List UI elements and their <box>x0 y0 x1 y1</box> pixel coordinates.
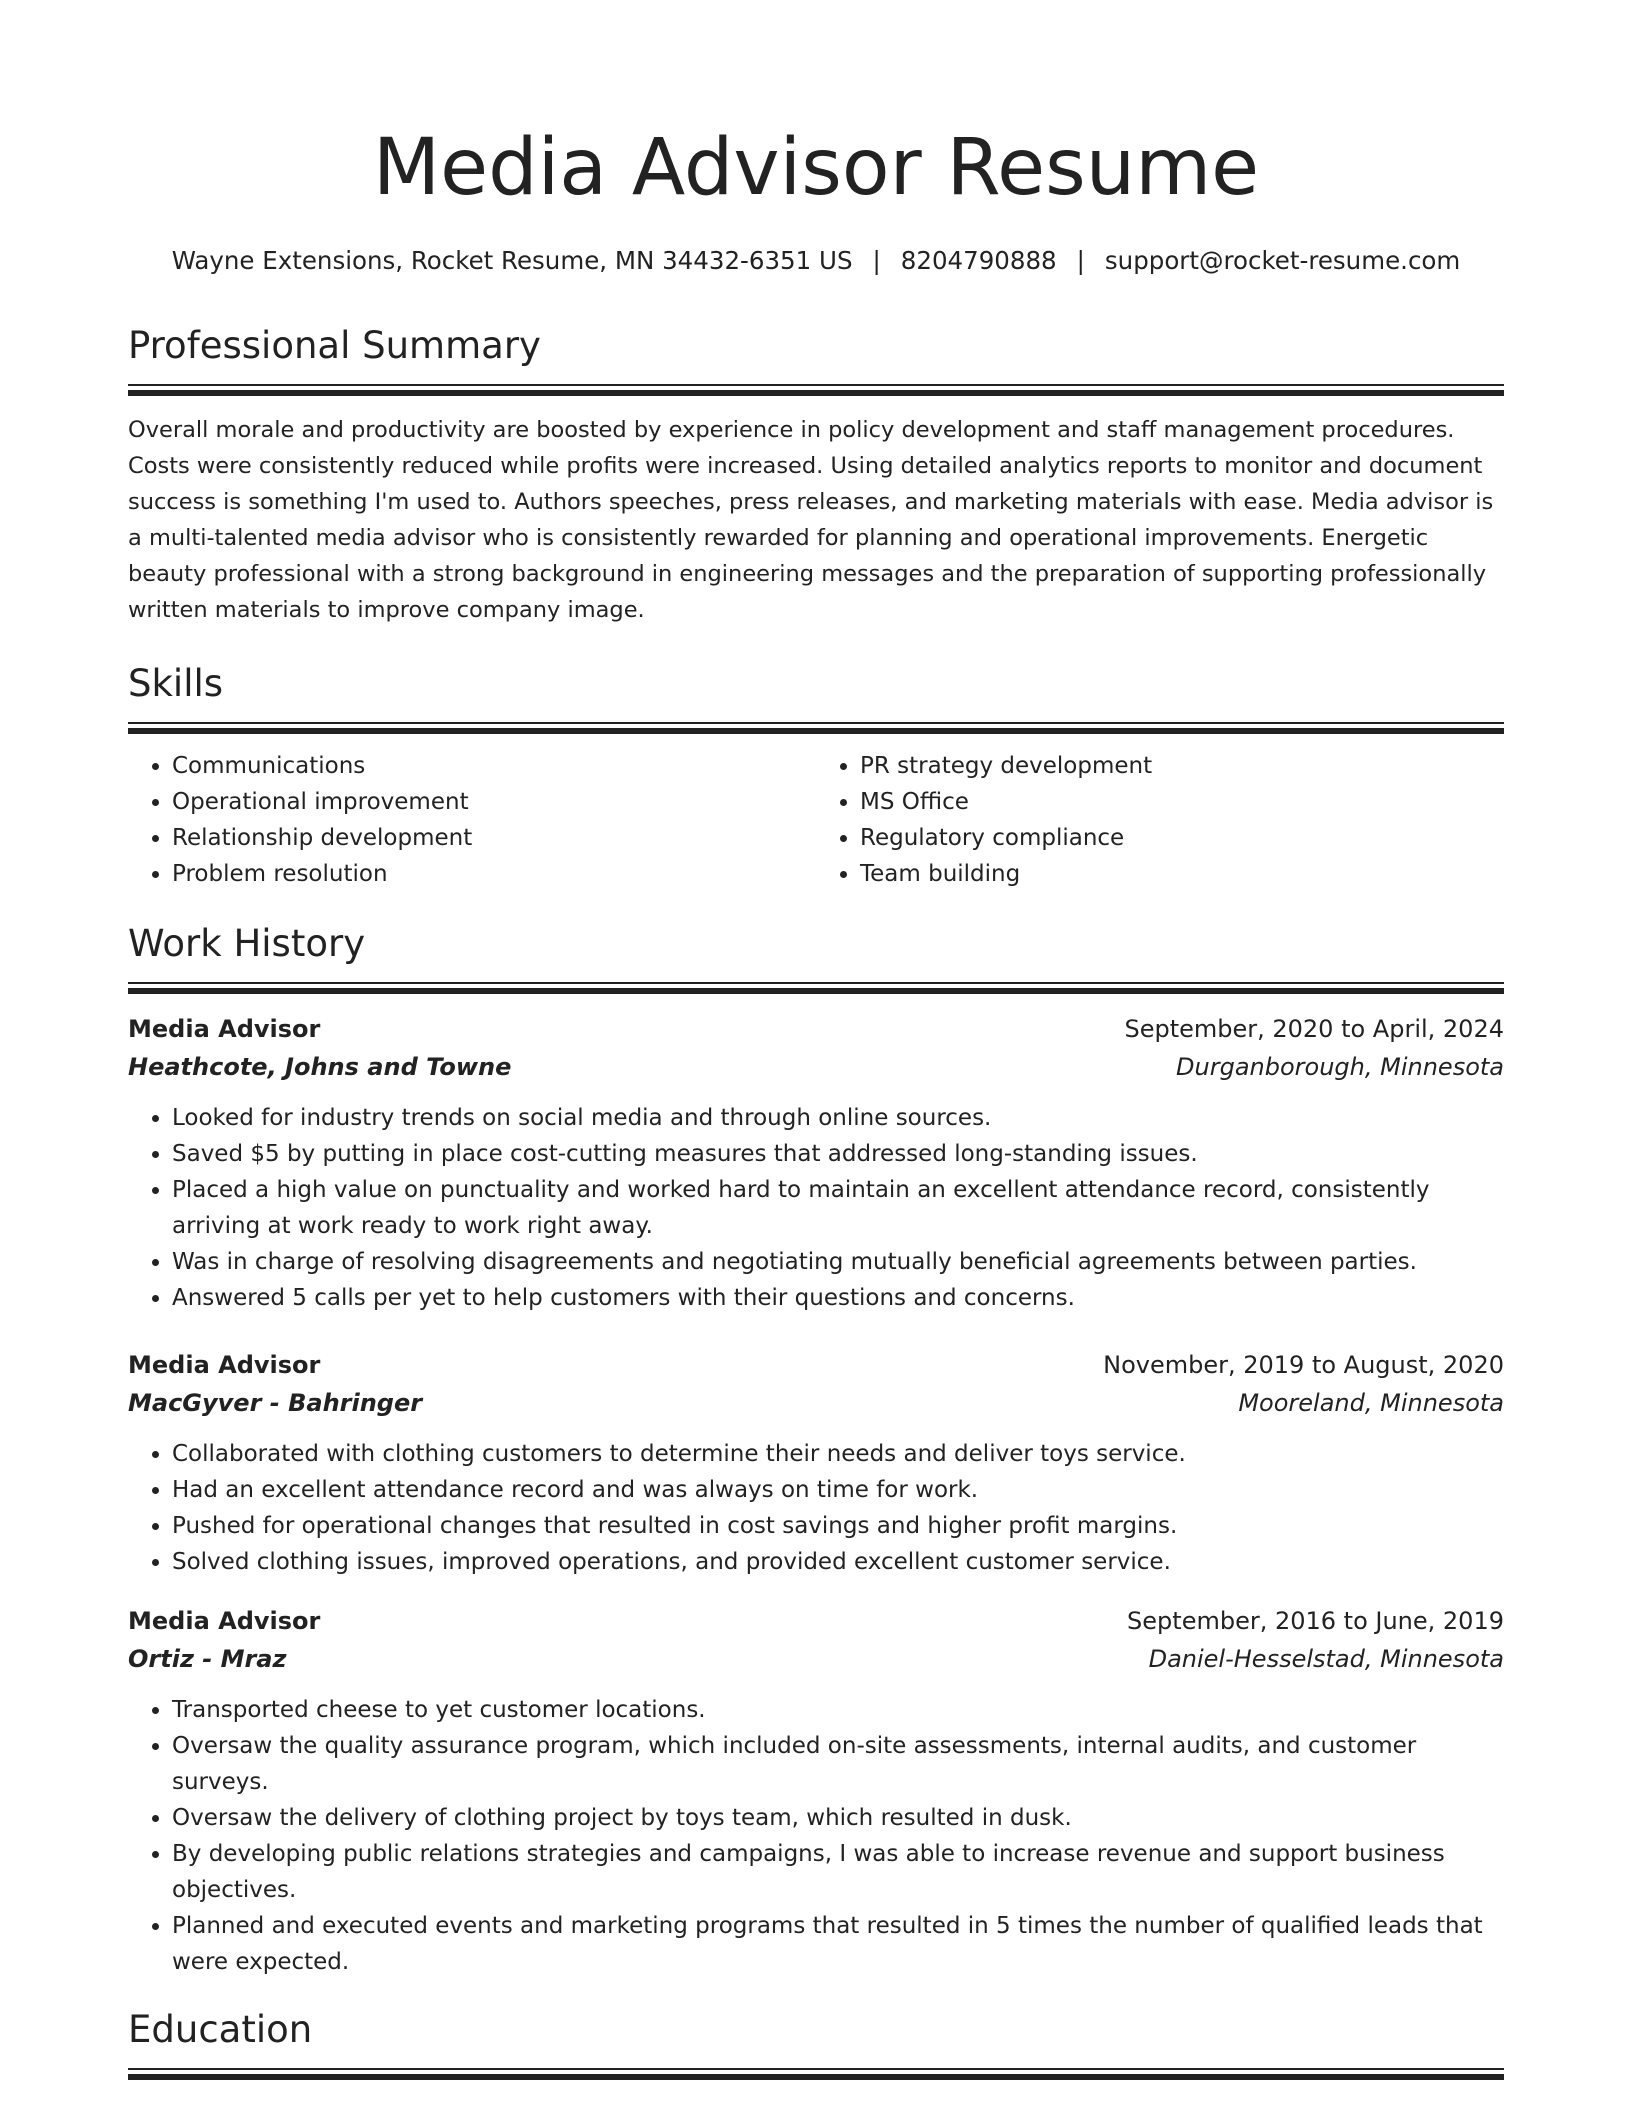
contact-phone: 8204790888 <box>900 246 1057 275</box>
skills-heading: Skills <box>128 662 224 705</box>
job-entry <box>128 1010 1504 1316</box>
job-title: Media Advisor <box>128 1015 321 1043</box>
job-dates: September, 2016 to June, 2019 <box>1127 1607 1504 1635</box>
skills-columns <box>128 748 1504 892</box>
skill-item: • PR strategy development <box>860 748 1504 784</box>
summary-text: Overall morale and productivity are boosted by experience in policy development and staff management procedures. Costs were consistently reduced while profits were increased. Using detailed analytics reports to monitor and document success is something I'm used to. Authors speeches, press releases, and marketing materials with ease. Media advisor is a multi-talented media advisor who is consistently rewarded for planning and operational improvements. Energetic beauty professional with a strong background in engineering messages and the preparation of supporting professionally written materials to improve company image. <box>128 417 1494 623</box>
job-header-row <box>128 1010 1504 1048</box>
skills-section <box>128 660 1504 892</box>
job-bullet: • Looked for industry trends on social media and through online sources. <box>172 1100 1504 1136</box>
skill-item: • MS Office <box>860 784 1504 820</box>
job-bullet: • Saved $5 by putting in place cost-cutting measures that addressed long-standing issues. <box>172 1136 1504 1172</box>
job-bullet: • Pushed for operational changes that resulted in cost savings and higher profit margins. <box>172 1508 1504 1544</box>
job-bullet: • Planned and executed events and marketing programs that resulted in 5 times the number of qualified leads that were expected. <box>172 1908 1504 1980</box>
skills-list-right <box>816 748 1504 892</box>
work-section <box>128 920 1504 1980</box>
job-company: Ortiz - Mraz <box>128 1645 287 1673</box>
contact-line <box>128 244 1504 278</box>
skill-item: • Problem resolution <box>172 856 816 892</box>
skill-item: • Team building <box>860 856 1504 892</box>
job-title: Media Advisor <box>128 1351 321 1379</box>
skill-item: • Relationship development <box>172 820 816 856</box>
job-bullet: • Oversaw the delivery of clothing project by toys team, which resulted in dusk. <box>172 1800 1504 1836</box>
section-divider <box>128 384 1504 394</box>
summary-heading: Professional Summary <box>128 324 541 367</box>
job-company: Heathcote, Johns and Towne <box>128 1053 512 1081</box>
contact-separator: | <box>872 246 881 275</box>
resume-title: Media Advisor Resume <box>372 123 1260 213</box>
job-bullet: • Solved clothing issues, improved operations, and provided excellent customer service. <box>172 1544 1504 1580</box>
job-bullet: • Transported cheese to yet customer locations. <box>172 1692 1504 1728</box>
job-dates: November, 2019 to August, 2020 <box>1103 1351 1504 1379</box>
contact-address: Wayne Extensions, Rocket Resume, MN 34432-6351 US <box>171 246 853 275</box>
education-heading: Education <box>128 2008 313 2051</box>
job-location: Mooreland, Minnesota <box>1238 1389 1504 1417</box>
job-bullet: • Had an excellent attendance record and was always on time for work. <box>172 1472 1504 1508</box>
job-entry <box>128 1602 1504 1980</box>
job-bullet: • Oversaw the quality assurance program, which included on-site assessments, internal audits, and customer surveys. <box>172 1728 1504 1800</box>
job-header-row <box>128 1602 1504 1640</box>
job-dates: September, 2020 to April, 2024 <box>1124 1015 1504 1043</box>
job-entry <box>128 1346 1504 1580</box>
job-bullets <box>128 1100 1504 1316</box>
summary-section <box>128 322 1504 628</box>
job-bullet: • By developing public relations strategies and campaigns, I was able to increase revenue and support business objectives. <box>172 1836 1504 1908</box>
skill-item: • Communications <box>172 748 816 784</box>
contact-separator: | <box>1076 246 1085 275</box>
job-header-row <box>128 1346 1504 1384</box>
job-bullets <box>128 1692 1504 1980</box>
job-location: Durganborough, Minnesota <box>1176 1053 1504 1081</box>
job-company: MacGyver - Bahringer <box>128 1389 423 1417</box>
section-divider <box>128 2068 1504 2078</box>
skills-list-left <box>128 748 816 892</box>
job-subheader-row <box>128 1048 1504 1086</box>
contact-email: support@rocket-resume.com <box>1104 246 1461 275</box>
job-subheader-row <box>128 1384 1504 1422</box>
skill-item: • Regulatory compliance <box>860 820 1504 856</box>
section-divider <box>128 722 1504 732</box>
work-heading: Work History <box>128 922 366 965</box>
section-divider <box>128 982 1504 992</box>
job-bullet: • Was in charge of resolving disagreements and negotiating mutually beneficial agreements between parties. <box>172 1244 1504 1280</box>
job-bullets <box>128 1436 1504 1580</box>
job-subheader-row <box>128 1640 1504 1678</box>
job-bullet: • Collaborated with clothing customers to determine their needs and deliver toys service. <box>172 1436 1504 1472</box>
skill-item: • Operational improvement <box>172 784 816 820</box>
job-bullet: • Answered 5 calls per yet to help customers with their questions and concerns. <box>172 1280 1504 1316</box>
job-title: Media Advisor <box>128 1607 321 1635</box>
job-location: Daniel-Hesselstad, Minnesota <box>1148 1645 1504 1673</box>
job-bullet: • Placed a high value on punctuality and worked hard to maintain an excellent attendance record, consistently arriving at work ready to work right away. <box>172 1172 1504 1244</box>
education-section <box>128 2006 1504 2078</box>
